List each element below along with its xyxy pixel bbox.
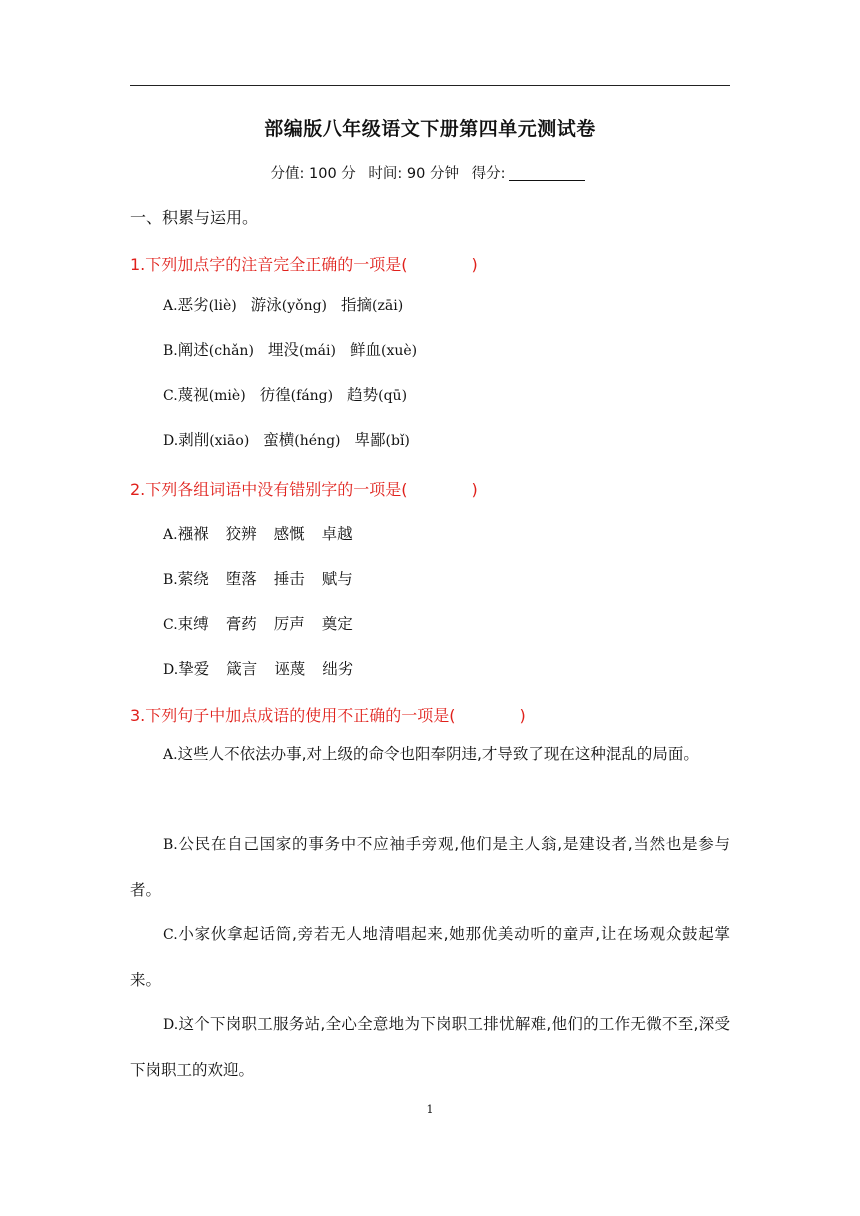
option-word: 狡辨 <box>225 525 257 543</box>
option-word <box>263 431 340 449</box>
option-word: 诬蔑 <box>274 660 306 678</box>
question-2-option[interactable] <box>163 657 370 679</box>
question-2-option[interactable] <box>163 522 370 544</box>
word-text: 游泳 <box>250 296 282 314</box>
pinyin-text: (xiāo) <box>209 433 250 449</box>
option-word: 挚爱 <box>178 660 210 678</box>
option-word: 捶击 <box>273 570 305 588</box>
option-word: 卓越 <box>321 525 353 543</box>
pinyin-text: (bǐ) <box>385 433 410 449</box>
page-number: 1 <box>426 1103 434 1116</box>
word-text: 埋没 <box>267 341 299 359</box>
score-info <box>0 162 860 183</box>
question-2-option[interactable] <box>163 612 370 634</box>
pinyin-text: (fáng) <box>290 388 334 404</box>
question-1-option[interactable] <box>163 383 421 405</box>
option-text: 小家伙拿起话筒,旁若无人地清唱起来,她那优美动听的童声,让在场观众鼓起掌来。 <box>130 925 730 989</box>
option-text: 这些人不依法办事,对上级的命令也阳奉阴违,才导致了现在这种混乱的局面。 <box>177 745 699 763</box>
option-label: A. <box>163 298 178 314</box>
option-label: A. <box>163 527 178 543</box>
pinyin-text: (yǒng) <box>281 298 328 314</box>
total-score: 分值: 100 分 <box>270 166 356 182</box>
option-word: 绌劣 <box>322 660 354 678</box>
word-text: 彷徨 <box>259 386 291 404</box>
option-word <box>355 431 410 449</box>
option-word: 箴言 <box>226 660 258 678</box>
option-label: B. <box>163 837 178 853</box>
pinyin-text: (qū) <box>378 388 408 404</box>
time-limit: 时间: 90 分钟 <box>368 166 459 182</box>
option-word <box>251 296 327 314</box>
option-word <box>268 341 336 359</box>
option-label: B. <box>163 572 178 588</box>
word-text: 恶劣 <box>177 296 209 314</box>
option-word <box>347 386 407 404</box>
option-label: C. <box>163 617 178 633</box>
word-text: 阐述 <box>177 341 209 359</box>
option-word <box>350 341 417 359</box>
question-1-option[interactable] <box>163 293 417 315</box>
option-word <box>341 296 403 314</box>
word-text: 卑鄙 <box>354 431 386 449</box>
option-label: C. <box>163 388 178 404</box>
question-1-stem: 1.下列加点字的注音完全正确的一项是( ) <box>130 255 478 274</box>
pinyin-text: (xuè) <box>380 343 418 359</box>
option-text: 这个下岗职工服务站,全心全意地为下岗职工排忧解难,他们的工作无微不至,深受下岗职工的欢迎。 <box>130 1015 730 1079</box>
option-label: D. <box>163 433 179 449</box>
option-word: 奠定 <box>321 615 353 633</box>
option-label: C. <box>163 927 178 943</box>
score-blank[interactable] <box>509 166 585 181</box>
score-earned: 得分: <box>472 166 590 182</box>
section-heading: 一、积累与运用。 <box>130 208 259 227</box>
option-word: 膏药 <box>225 615 257 633</box>
question-2-stem: 2.下列各组词语中没有错别字的一项是( ) <box>130 480 478 499</box>
word-text: 蔑视 <box>177 386 209 404</box>
option-word <box>260 386 333 404</box>
question-3-option[interactable] <box>130 1002 730 1093</box>
page-title: 部编版八年级语文下册第四单元测试卷 <box>264 118 596 140</box>
option-word: 襁褓 <box>177 525 209 543</box>
option-label: D. <box>163 662 179 678</box>
question-3-option[interactable] <box>130 732 730 778</box>
option-word: 赋与 <box>321 570 353 588</box>
pinyin-text: (zāi) <box>372 298 404 314</box>
word-text: 鲜血 <box>349 341 381 359</box>
word-text: 剥削 <box>178 431 210 449</box>
question-2-option[interactable] <box>163 567 370 589</box>
option-word: 感慨 <box>273 525 305 543</box>
word-text: 蛮横 <box>263 431 295 449</box>
word-text: 趋势 <box>347 386 379 404</box>
question-3-option[interactable] <box>130 822 730 913</box>
option-text: 公民在自己国家的事务中不应袖手旁观,他们是主人翁,是建设者,当然也是参与者。 <box>130 835 730 899</box>
pinyin-text: (héng) <box>294 433 341 449</box>
question-3-stem: 3.下列句子中加点成语的使用不正确的一项是( ) <box>130 706 526 725</box>
pinyin-text: (chǎn) <box>208 343 254 359</box>
option-word <box>178 341 254 359</box>
option-word: 厉声 <box>273 615 305 633</box>
header-rule <box>130 85 730 86</box>
option-word: 束缚 <box>177 615 209 633</box>
option-word <box>178 296 237 314</box>
pinyin-text: (liè) <box>208 298 237 314</box>
pinyin-text: (mái) <box>298 343 336 359</box>
pinyin-text: (miè) <box>208 388 246 404</box>
option-word: 堕落 <box>225 570 257 588</box>
word-text: 指摘 <box>341 296 373 314</box>
option-word: 萦绕 <box>177 570 209 588</box>
option-word <box>178 431 249 449</box>
question-1-option[interactable] <box>163 428 424 450</box>
question-1-option[interactable] <box>163 338 431 360</box>
question-3-option[interactable] <box>130 912 730 1003</box>
option-label: D. <box>163 1017 179 1033</box>
option-label: A. <box>163 747 178 763</box>
option-word <box>178 386 246 404</box>
option-label: B. <box>163 343 178 359</box>
